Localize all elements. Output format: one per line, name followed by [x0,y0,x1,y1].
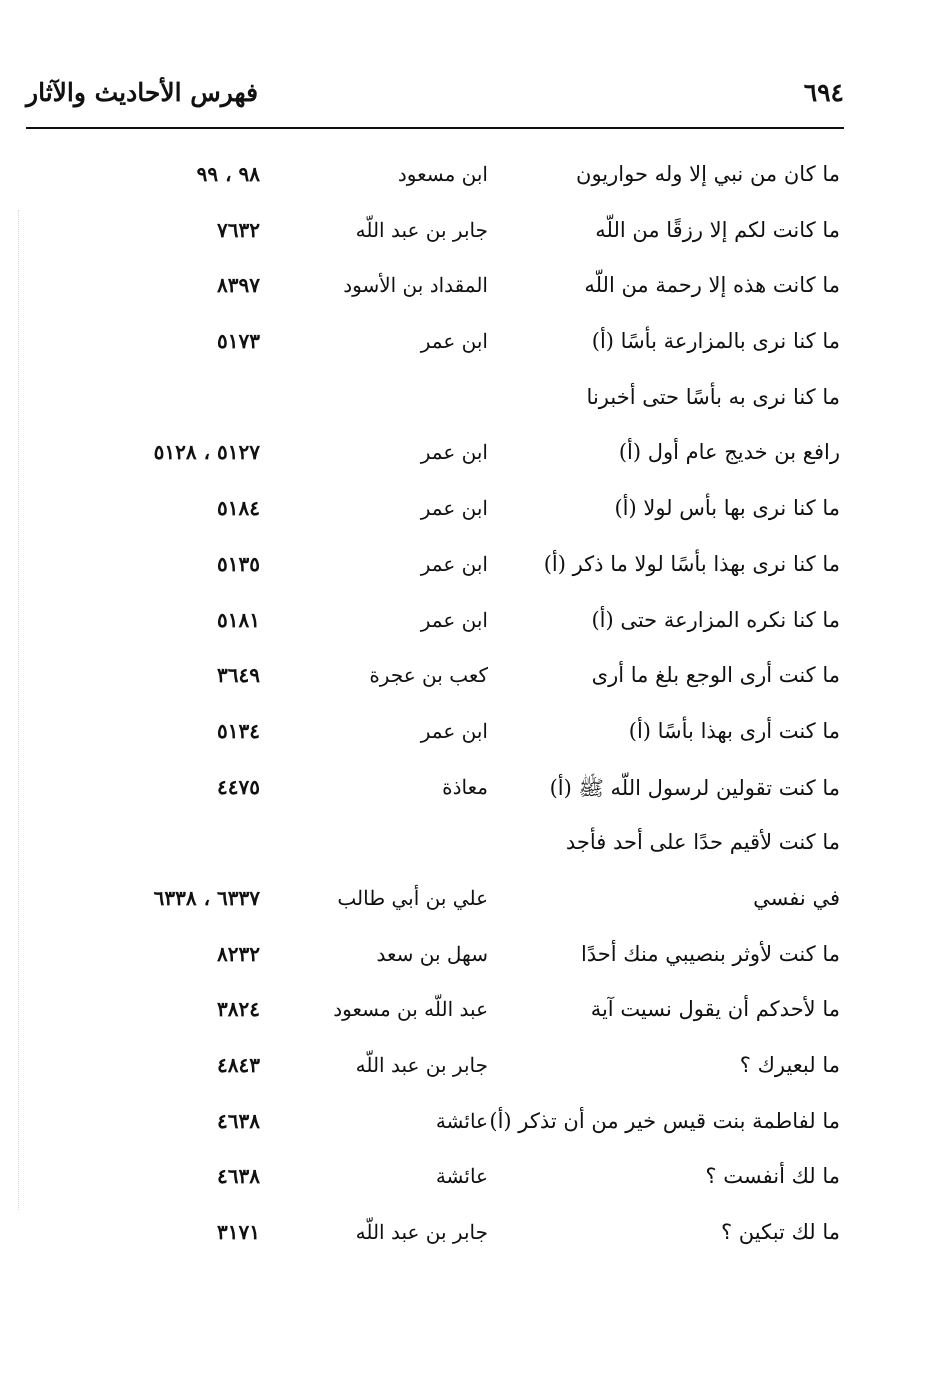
hadith-text: ما لأحدكم أن يقول نسيت آية [590,997,840,1022]
running-title: فهرس الأحاديث والآثار [26,78,259,107]
index-entry [0,373,932,429]
hadith-text: ما كنت تقولين لرسول اللّه ﷺ (أ) [549,775,840,800]
narrator-name: جابر بن عبد اللّه [355,1053,488,1077]
narrator-name: سهل بن سعد [376,941,488,966]
index-entry [0,261,932,317]
index-entry [0,540,932,596]
index-entry [0,763,932,819]
index-entry [0,484,932,540]
narrator-name: ابن مسعود [397,162,488,186]
narrator-name: عائشة [435,1108,488,1133]
index-entry [0,651,932,707]
narrator-name: عبد اللّه بن مسعود [333,997,488,1022]
hadith-reference-numbers: ٣٨٢٤ [217,997,260,1022]
index-entry [0,150,932,206]
narrator-name: ابن عمر [420,329,488,354]
hadith-text: ما كنت لأوثر بنصيبي منك أحدًا [580,941,840,966]
hadith-reference-numbers: ٥١٣٥ [217,551,260,576]
hadith-text: ما كنا نرى بها بأس لولا (أ) [614,496,840,521]
index-entry [0,818,932,874]
hadith-reference-numbers: ٥١٢٧ ، ٥١٢٨ [153,440,260,465]
index-entry [0,707,932,763]
hadith-text: ما كنت أرى الوجع بلغ ما أرى [591,663,840,688]
index-entry [0,1097,932,1153]
narrator-name: عائشة [435,1164,488,1189]
narrator-name: المقداد بن الأسود [343,273,488,298]
hadith-text: ما كنت لأقيم حدًا على أحد فأجد [565,830,840,855]
narrator-name: ابن عمر [420,551,488,576]
index-entry [0,985,932,1041]
hadith-text: ما كنا نرى بهذا بأسًا لولا ما ذكر (أ) [543,551,840,576]
hadith-text: ما لك تبكين ؟ [720,1220,840,1245]
hadith-text: في نفسي [753,885,840,910]
hadith-text: ما كانت لكم إلا رزقًا من اللّه [595,217,840,242]
hadith-reference-numbers: ٤٦٣٨ [217,1108,260,1133]
index-entry [0,930,932,986]
hadith-reference-numbers: ٩٨ ، ٩٩ [196,162,260,186]
page-header [26,78,844,118]
index-entry [0,1152,932,1208]
narrator-name: جابر بن عبد اللّه [355,1220,488,1245]
index-entry [0,1041,932,1097]
hadith-reference-numbers: ٥١٣٤ [217,718,260,743]
index-entry [0,874,932,930]
hadith-text: ما لك أنفست ؟ [705,1164,840,1189]
narrator-name: ابن عمر [420,440,488,465]
hadith-reference-numbers: ٤٤٧٥ [217,774,260,799]
index-entry [0,1208,932,1264]
hadith-reference-numbers: ٥١٧٣ [217,329,260,354]
hadith-text: ما كانت هذه إلا رحمة من اللّه [584,273,840,298]
hadith-index-list [0,150,932,1264]
hadith-reference-numbers: ٨٢٣٢ [217,941,260,966]
hadith-text: ما لفاطمة بنت قيس خير من أن تذكر (أ) [489,1108,840,1133]
hadith-reference-numbers: ٣١٧١ [217,1220,260,1245]
page-number: ٦٩٤ [803,78,844,107]
hadith-text: رافع بن خديج عام أول (أ) [618,440,840,465]
hadith-reference-numbers: ٧٦٣٢ [217,217,260,242]
hadith-text: ما كان من نبي إلا وله حواريون [576,162,840,186]
index-entry [0,428,932,484]
hadith-reference-numbers: ٥١٨١ [217,607,260,632]
hadith-reference-numbers: ٨٣٩٧ [217,273,260,298]
index-entry [0,596,932,652]
hadith-reference-numbers: ٤٨٤٣ [217,1053,260,1077]
narrator-name: ابن عمر [420,496,488,521]
hadith-reference-numbers: ٥١٨٤ [217,496,260,521]
hadith-text: ما كنا نكره المزارعة حتى (أ) [591,607,840,632]
hadith-text: ما كنت أرى بهذا بأسًا (أ) [628,718,840,743]
narrator-name: جابر بن عبد اللّه [355,217,488,242]
hadith-text: ما لبعيرك ؟ [739,1053,840,1077]
header-divider [26,127,844,129]
narrator-name: ابن عمر [420,607,488,632]
index-entry [0,317,932,373]
hadith-text: ما كنا نرى به بأسًا حتى أخبرنا [586,384,840,409]
hadith-text: ما كنا نرى بالمزارعة بأسًا (أ) [591,329,840,354]
narrator-name: ابن عمر [420,718,488,743]
hadith-reference-numbers: ٤٦٣٨ [217,1164,260,1189]
hadith-reference-numbers: ٣٦٤٩ [217,663,260,688]
hadith-reference-numbers: ٦٣٣٧ ، ٦٣٣٨ [153,885,260,910]
narrator-name: كعب بن عجرة [369,663,488,688]
narrator-name: معاذة [442,774,488,799]
narrator-name: علي بن أبي طالب [337,885,488,910]
index-entry [0,206,932,262]
